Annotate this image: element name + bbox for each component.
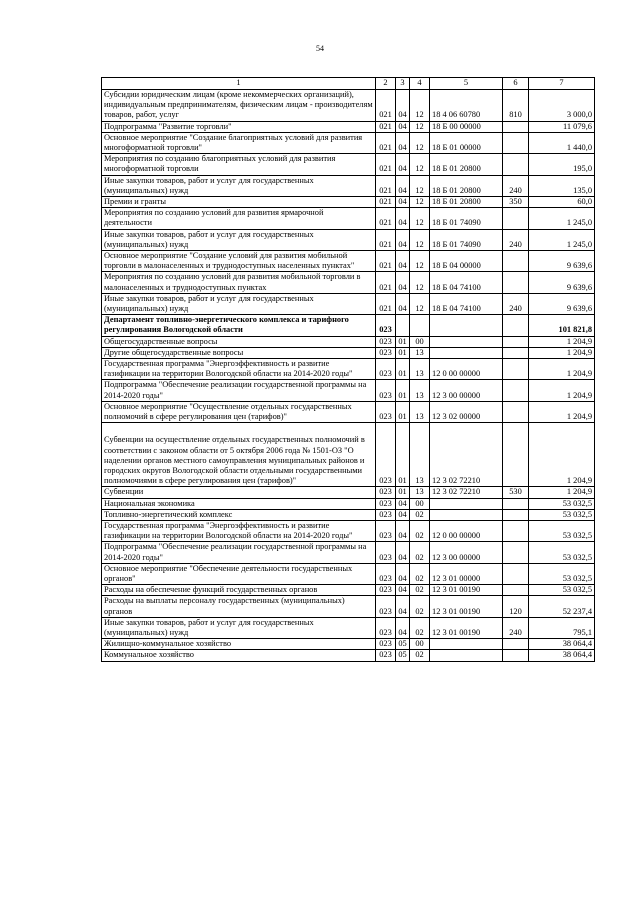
expense-type-code xyxy=(503,498,529,509)
section-code: 01 xyxy=(396,423,410,487)
admin-code: 023 xyxy=(376,596,396,617)
expense-type-code: 810 xyxy=(503,90,529,122)
amount: 1 204,9 xyxy=(529,336,595,347)
amount: 135,0 xyxy=(529,175,595,196)
amount: 53 032,5 xyxy=(529,498,595,509)
subsection-code: 02 xyxy=(410,542,430,563)
table-row xyxy=(102,208,595,229)
section-code: 01 xyxy=(396,487,410,498)
admin-code: 023 xyxy=(376,585,396,596)
amount: 3 000,0 xyxy=(529,90,595,122)
target-article-code xyxy=(430,650,503,661)
admin-code: 021 xyxy=(376,121,396,132)
admin-code: 023 xyxy=(376,359,396,380)
amount: 1 204,9 xyxy=(529,423,595,487)
table-row xyxy=(102,498,595,509)
subsection-code: 12 xyxy=(410,272,430,293)
column-header: 5 xyxy=(430,78,503,90)
table-row xyxy=(102,293,595,314)
table-row xyxy=(102,585,595,596)
target-article-code: 18 Б 00 00000 xyxy=(430,121,503,132)
table-row xyxy=(102,359,595,380)
target-article-code: 12 0 00 00000 xyxy=(430,359,503,380)
section-code xyxy=(396,315,410,336)
amount: 11 079,6 xyxy=(529,121,595,132)
amount: 795,1 xyxy=(529,617,595,638)
section-code: 04 xyxy=(396,542,410,563)
row-name: Мероприятия по созданию условий для развития мобильной торговли в малонаселенных и труднодоступных пунктах xyxy=(102,272,376,293)
target-article-code: 18 Б 01 00000 xyxy=(430,132,503,153)
section-code: 01 xyxy=(396,336,410,347)
row-name: Основное мероприятие "Создание благоприятных условий для развития многоформатной торговли" xyxy=(102,132,376,153)
section-code: 04 xyxy=(396,617,410,638)
admin-code: 023 xyxy=(376,498,396,509)
table-header-row xyxy=(102,78,595,90)
section-code: 04 xyxy=(396,197,410,208)
table-row xyxy=(102,401,595,422)
target-article-code: 18 Б 01 20800 xyxy=(430,175,503,196)
target-article-code xyxy=(430,315,503,336)
row-name: Подпрограмма "Развитие торговли" xyxy=(102,121,376,132)
target-article-code xyxy=(430,509,503,520)
amount: 38 064,4 xyxy=(529,639,595,650)
section-code: 04 xyxy=(396,208,410,229)
row-name: Другие общегосударственные вопросы xyxy=(102,347,376,358)
table-row xyxy=(102,121,595,132)
column-header: 2 xyxy=(376,78,396,90)
column-header: 4 xyxy=(410,78,430,90)
section-code: 04 xyxy=(396,175,410,196)
amount: 101 821,8 xyxy=(529,315,595,336)
amount: 60,0 xyxy=(529,197,595,208)
expense-type-code xyxy=(503,132,529,153)
expense-type-code xyxy=(503,585,529,596)
subsection-code: 02 xyxy=(410,596,430,617)
target-article-code: 18 Б 04 74100 xyxy=(430,293,503,314)
admin-code: 023 xyxy=(376,380,396,401)
admin-code: 023 xyxy=(376,401,396,422)
expense-type-code xyxy=(503,208,529,229)
row-name: Субвенции xyxy=(102,487,376,498)
amount: 1 440,0 xyxy=(529,132,595,153)
table-row xyxy=(102,520,595,541)
expense-type-code xyxy=(503,154,529,175)
amount: 53 032,5 xyxy=(529,542,595,563)
row-name: Иные закупки товаров, работ и услуг для государственных (муниципальных) нужд xyxy=(102,175,376,196)
section-code: 04 xyxy=(396,132,410,153)
subsection-code: 02 xyxy=(410,563,430,584)
target-article-code xyxy=(430,347,503,358)
admin-code: 023 xyxy=(376,315,396,336)
admin-code: 021 xyxy=(376,90,396,122)
subsection-code: 02 xyxy=(410,520,430,541)
admin-code: 023 xyxy=(376,639,396,650)
target-article-code xyxy=(430,336,503,347)
table-row xyxy=(102,563,595,584)
target-article-code: 18 Б 01 20800 xyxy=(430,154,503,175)
table-row xyxy=(102,315,595,336)
expense-type-code: 350 xyxy=(503,197,529,208)
target-article-code: 12 3 02 72210 xyxy=(430,487,503,498)
table-row xyxy=(102,197,595,208)
admin-code: 021 xyxy=(376,197,396,208)
amount: 53 032,5 xyxy=(529,585,595,596)
admin-code: 023 xyxy=(376,336,396,347)
section-code: 01 xyxy=(396,380,410,401)
section-code: 04 xyxy=(396,272,410,293)
expense-type-code xyxy=(503,315,529,336)
table-row xyxy=(102,272,595,293)
column-header: 1 xyxy=(102,78,376,90)
target-article-code: 12 3 00 00000 xyxy=(430,380,503,401)
section-code: 01 xyxy=(396,347,410,358)
subsection-code: 13 xyxy=(410,347,430,358)
subsection-code: 12 xyxy=(410,175,430,196)
target-article-code: 12 0 00 00000 xyxy=(430,520,503,541)
table-row xyxy=(102,90,595,122)
subsection-code: 00 xyxy=(410,639,430,650)
table-row xyxy=(102,639,595,650)
admin-code: 023 xyxy=(376,347,396,358)
subsection-code: 13 xyxy=(410,423,430,487)
expense-type-code: 240 xyxy=(503,293,529,314)
table-row xyxy=(102,650,595,661)
target-article-code: 12 3 01 00190 xyxy=(430,596,503,617)
expense-type-code xyxy=(503,272,529,293)
row-name: Основное мероприятие "Создание условий для развития мобильной торговли в малонаселенных и труднодоступных населенных пунктах" xyxy=(102,251,376,272)
expense-type-code: 240 xyxy=(503,229,529,250)
row-name: Топливно-энергетический комплекс xyxy=(102,509,376,520)
amount: 38 064,4 xyxy=(529,650,595,661)
section-code: 01 xyxy=(396,401,410,422)
admin-code: 021 xyxy=(376,175,396,196)
admin-code: 023 xyxy=(376,563,396,584)
row-name: Мероприятия по созданию благоприятных условий для развития многоформатной торговли xyxy=(102,154,376,175)
expense-type-code: 120 xyxy=(503,596,529,617)
expense-type-code xyxy=(503,520,529,541)
table-row xyxy=(102,380,595,401)
table-row xyxy=(102,132,595,153)
subsection-code xyxy=(410,315,430,336)
target-article-code: 18 Б 04 74100 xyxy=(430,272,503,293)
section-code: 04 xyxy=(396,563,410,584)
row-name: Основное мероприятие "Обеспечение деятельности государственных органов" xyxy=(102,563,376,584)
amount: 9 639,6 xyxy=(529,251,595,272)
table-row xyxy=(102,596,595,617)
expense-type-code xyxy=(503,347,529,358)
subsection-code: 12 xyxy=(410,121,430,132)
section-code: 04 xyxy=(396,251,410,272)
row-name: Жилищно-коммунальное хозяйство xyxy=(102,639,376,650)
section-code: 04 xyxy=(396,520,410,541)
target-article-code: 12 3 02 72210 xyxy=(430,423,503,487)
subsection-code: 02 xyxy=(410,509,430,520)
row-name: Национальная экономика xyxy=(102,498,376,509)
section-code: 05 xyxy=(396,639,410,650)
subsection-code: 00 xyxy=(410,336,430,347)
amount: 1 204,9 xyxy=(529,487,595,498)
row-name: Расходы на выплаты персоналу государственных (муниципальных) органов xyxy=(102,596,376,617)
row-name: Субсидии юридическим лицам (кроме некоммерческих организаций), индивидуальным предпринимателям, физическим лицам - производителям товаров, работ, услуг xyxy=(102,90,376,122)
subsection-code: 12 xyxy=(410,251,430,272)
column-header: 6 xyxy=(503,78,529,90)
subsection-code: 13 xyxy=(410,487,430,498)
amount: 52 237,4 xyxy=(529,596,595,617)
table-row xyxy=(102,423,595,487)
row-name: Премии и гранты xyxy=(102,197,376,208)
table-row xyxy=(102,617,595,638)
admin-code: 021 xyxy=(376,293,396,314)
admin-code: 021 xyxy=(376,208,396,229)
row-name: Государственная программа "Энергоэффективность и развитие газификации на территории Вологодской области на 2014-2020 годы" xyxy=(102,520,376,541)
admin-code: 023 xyxy=(376,509,396,520)
section-code: 05 xyxy=(396,650,410,661)
section-code: 04 xyxy=(396,293,410,314)
expense-type-code xyxy=(503,509,529,520)
target-article-code xyxy=(430,498,503,509)
section-code: 04 xyxy=(396,121,410,132)
table-row xyxy=(102,487,595,498)
table-row xyxy=(102,175,595,196)
subsection-code: 02 xyxy=(410,617,430,638)
row-name: Департамент топливно-энергетического комплекса и тарифного регулирования Вологодской области xyxy=(102,315,376,336)
amount: 9 639,6 xyxy=(529,293,595,314)
amount: 1 204,9 xyxy=(529,359,595,380)
subsection-code: 12 xyxy=(410,197,430,208)
expense-type-code xyxy=(503,380,529,401)
admin-code: 023 xyxy=(376,617,396,638)
amount: 9 639,6 xyxy=(529,272,595,293)
section-code: 04 xyxy=(396,509,410,520)
target-article-code: 18 Б 01 74090 xyxy=(430,229,503,250)
admin-code: 021 xyxy=(376,251,396,272)
admin-code: 023 xyxy=(376,487,396,498)
amount: 1 245,0 xyxy=(529,208,595,229)
amount: 1 204,9 xyxy=(529,401,595,422)
column-header: 7 xyxy=(529,78,595,90)
expense-type-code xyxy=(503,401,529,422)
table-row xyxy=(102,229,595,250)
amount: 53 032,5 xyxy=(529,520,595,541)
column-header: 3 xyxy=(396,78,410,90)
page-number: 54 xyxy=(316,44,324,53)
row-name: Расходы на обеспечение функций государственных органов xyxy=(102,585,376,596)
admin-code: 023 xyxy=(376,542,396,563)
section-code: 04 xyxy=(396,154,410,175)
target-article-code: 12 3 00 00000 xyxy=(430,542,503,563)
row-name: Общегосударственные вопросы xyxy=(102,336,376,347)
amount: 1 204,9 xyxy=(529,347,595,358)
subsection-code: 02 xyxy=(410,650,430,661)
amount: 1 204,9 xyxy=(529,380,595,401)
target-article-code: 12 3 01 00000 xyxy=(430,563,503,584)
target-article-code: 18 Б 01 20800 xyxy=(430,197,503,208)
target-article-code: 12 3 02 00000 xyxy=(430,401,503,422)
expense-type-code xyxy=(503,251,529,272)
admin-code: 023 xyxy=(376,650,396,661)
section-code: 01 xyxy=(396,359,410,380)
admin-code: 021 xyxy=(376,132,396,153)
subsection-code: 12 xyxy=(410,154,430,175)
subsection-code: 12 xyxy=(410,90,430,122)
table-row xyxy=(102,542,595,563)
section-code: 04 xyxy=(396,585,410,596)
amount: 1 245,0 xyxy=(529,229,595,250)
row-name: Иные закупки товаров, работ и услуг для государственных (муниципальных) нужд xyxy=(102,293,376,314)
table-row xyxy=(102,251,595,272)
subsection-code: 00 xyxy=(410,498,430,509)
section-code: 04 xyxy=(396,229,410,250)
target-article-code: 18 4 06 60780 xyxy=(430,90,503,122)
admin-code: 021 xyxy=(376,272,396,293)
target-article-code: 12 3 01 00190 xyxy=(430,617,503,638)
admin-code: 023 xyxy=(376,520,396,541)
expense-type-code xyxy=(503,336,529,347)
section-code: 04 xyxy=(396,498,410,509)
admin-code: 021 xyxy=(376,154,396,175)
amount: 53 032,5 xyxy=(529,509,595,520)
row-name: Мероприятия по созданию условий для развития ярмарочной деятельности xyxy=(102,208,376,229)
expense-type-code xyxy=(503,121,529,132)
expense-type-code xyxy=(503,639,529,650)
expense-type-code: 530 xyxy=(503,487,529,498)
row-name: Коммунальное хозяйство xyxy=(102,650,376,661)
admin-code: 021 xyxy=(376,229,396,250)
amount: 53 032,5 xyxy=(529,563,595,584)
row-name: Подпрограмма "Обеспечение реализации государственной программы на 2014-2020 годы" xyxy=(102,380,376,401)
admin-code: 023 xyxy=(376,423,396,487)
row-name: Основное мероприятие "Осуществление отдельных государственных полномочий в сфере регулирования цен (тарифов)" xyxy=(102,401,376,422)
subsection-code: 02 xyxy=(410,585,430,596)
expense-type-code xyxy=(503,650,529,661)
section-code: 04 xyxy=(396,90,410,122)
row-name: Иные закупки товаров, работ и услуг для государственных (муниципальных) нужд xyxy=(102,229,376,250)
target-article-code xyxy=(430,639,503,650)
section-code: 04 xyxy=(396,596,410,617)
target-article-code: 12 3 01 00190 xyxy=(430,585,503,596)
expense-type-code xyxy=(503,542,529,563)
target-article-code: 18 Б 04 00000 xyxy=(430,251,503,272)
subsection-code: 13 xyxy=(410,401,430,422)
row-name: Государственная программа "Энергоэффективность и развитие газификации на территории Вологодской области на 2014-2020 годы" xyxy=(102,359,376,380)
subsection-code: 12 xyxy=(410,229,430,250)
subsection-code: 12 xyxy=(410,208,430,229)
table-row xyxy=(102,336,595,347)
table-row xyxy=(102,347,595,358)
subsection-code: 12 xyxy=(410,132,430,153)
table-row xyxy=(102,154,595,175)
table-row xyxy=(102,509,595,520)
subsection-code: 13 xyxy=(410,380,430,401)
expense-type-code xyxy=(503,359,529,380)
expense-type-code xyxy=(503,423,529,487)
amount: 195,0 xyxy=(529,154,595,175)
expense-type-code: 240 xyxy=(503,175,529,196)
subsection-code: 13 xyxy=(410,359,430,380)
row-name: Субвенции на осуществление отдельных государственных полномочий в соответствии с законом области от 5 октября 2006 года № 1501-ОЗ "О наделении органов местного самоуправления муниципальных районов и городских округов Вологодской области отдельными государственными полномочиями в сфере регулирования цен (тарифов)" xyxy=(102,423,376,487)
expense-type-code: 240 xyxy=(503,617,529,638)
row-name: Иные закупки товаров, работ и услуг для государственных (муниципальных) нужд xyxy=(102,617,376,638)
row-name: Подпрограмма "Обеспечение реализации государственной программы на 2014-2020 годы" xyxy=(102,542,376,563)
subsection-code: 12 xyxy=(410,293,430,314)
expense-type-code xyxy=(503,563,529,584)
target-article-code: 18 Б 01 74090 xyxy=(430,208,503,229)
budget-table xyxy=(101,77,595,662)
